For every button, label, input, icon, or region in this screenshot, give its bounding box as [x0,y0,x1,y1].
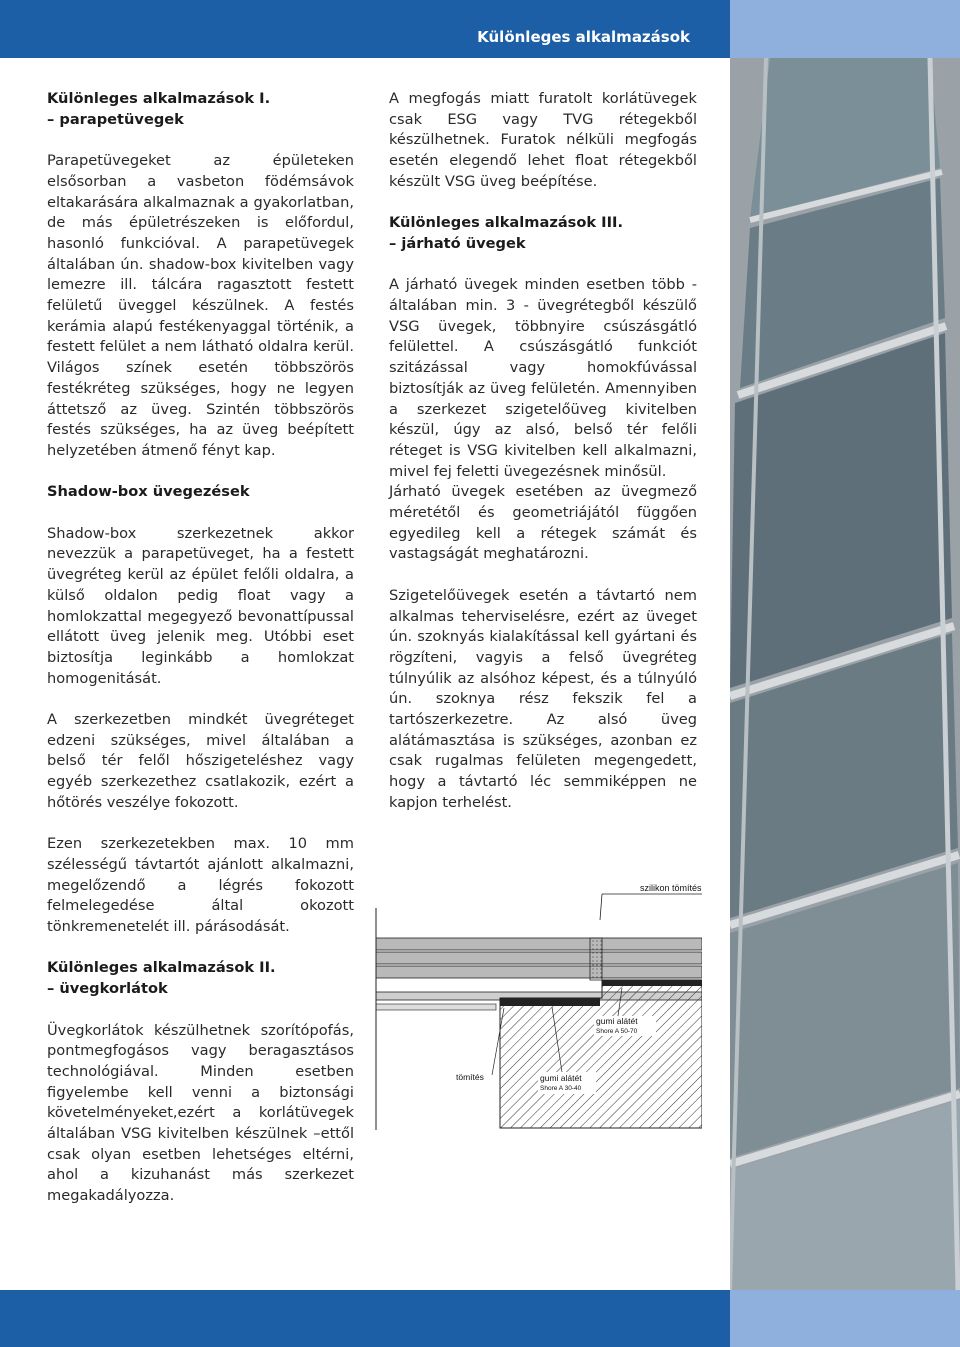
label-seal: tömítés [456,1072,484,1082]
section-2-paragraph-1: Shadow-box szerkezetnek akkor nevezzük a parapetüveget, ha a festett üvegréteg kerül az épület felőli oldalra, a külső oldalon pedig float vagy a homlokzattal megegyező bevonattípussal ellátott üveg jelenik meg. Utóbbi eset biztosítja leginkább a homlokzat homogenitását. [47,524,354,687]
glass-layer-bottom [376,966,702,978]
section-3-subtitle: – üvegkorlátok [47,980,168,998]
footer-accent-block [730,1290,960,1347]
label-rubber-pad-top: gumi alátét [596,1016,638,1026]
section-2-paragraph-3: Ezen szerkezetekben max. 10 mm szélességű távtartót ajánlott alkalmazni, megelőzendő a légrés fokozott felmelegedése által okozott tönkremenetelét ill. párásodását. [47,835,354,936]
right-paragraph-1: A megfogás miatt furatolt korlátüvegek csak ESG vagy TVG rétegekből készülhetnek. Furatok nélküli megfogás esetén elegendő lehet float rétegekből készült VSG üveg beépítése. [389,90,697,190]
section-1-subtitle: – parapetüvegek [47,110,184,128]
page-header-title: Különleges alkalmazások [477,28,690,46]
right-paragraph-3: Járható üvegek esetében az üvegmező méretétől és geometriájától függően egyedileg kell a rétegek számát és vastagságát meghatározni. [389,483,697,563]
rubber-pad-top [602,980,702,986]
section-2-paragraph-2: A szerkezetben mindkét üvegréteget edzeni szükséges, mivel általában a belső tér felől hőszigeteléshez vagy egyéb szerkezethez csatlakozik, ezért a hőtörés veszélye fokozott. [47,711,354,811]
glass-floor-detail-diagram [372,880,702,1130]
right-paragraph-2: A járható üvegek minden esetben több - általában min. 3 - üvegrétegből készülő VSG üvegek, többnyire csúszásgátló felülettel. A csúszásgátló funkciót szitázással vagy homokfúvással biztosítják az üveg felületén. Amennyiben a szerkezet szigetelőüveg kivitelben készül, úgy az alsó, belső tér felőli réteget is VSG kivitelben kell alkalmazni, mivel fej feletti üvegezésnek minősül. [389,276,697,480]
spacer-bar [376,1004,496,1010]
label-silicone-seal: szilikon tömítés [640,883,702,893]
left-column [47,89,354,1228]
label-rubber-pad-bottom: gumi alátét [540,1073,582,1083]
label-rubber-pad-top-shore: Shore A 50-70 [596,1028,638,1035]
right-paragraph-4: Szigetelőüvegek esetén a távtartó nem alkalmas teherviselésre, ezért az üveget ún. szoknyás kialakítással kell gyártani és rögzíteni, vagyis a felső üvegréteg túlnyúlik az alsóhoz képest, és a túlnyúló ún. szoknya rész fekszik fel a tartószerkezetre. Az alsó üveg alátámasztása is szükséges, azonban ez csak rugalmas felületen megengedett, hogy a távtartó léc semmiképpen ne kapjon terhelést. [389,586,697,811]
right-column [389,89,697,834]
label-rubber-pad-bottom-shore: Shore A 30-40 [540,1085,582,1092]
glass-facade-photo [730,58,960,1290]
section-4-title: Különleges alkalmazások III. [389,214,624,232]
footer-bar [0,1290,730,1347]
glass-layer-middle [376,952,702,964]
glass-layer-top [376,938,702,950]
section-1-paragraph: Parapetüvegeket az épületeken elsősorban a vasbeton födémsávok eltakarására alkalmaznak a gyakorlatban, de más épületrészeken is előfordul, hasonló funkcióval. A parapetüvegek általában ún. shadow-box kivitelben vagy lemezre ill. tálcára ragasztott festett felületű üveggel készülnek. A festés kerámia alapú festékenyaggal történik, a festett felület a nem látható oldalra kerül. Világos színek esetén többszörös festékréteg szükséges, hogy ne legyen áttetsző az üveg. Szintén többszörös festés szükséges, ha az üveg beépített helyzetében átmenő fényt kap. [47,152,354,459]
leader-line [600,894,602,920]
rubber-pad-bottom [500,998,600,1006]
section-4-subtitle: – járható üvegek [389,234,526,252]
section-1-title: Különleges alkalmazások I. [47,90,271,107]
section-3-paragraph: Üvegkorlátok készülhetnek szorítópofás, pontmegfogásos vagy beragasztásos technológiával. Minden esetben figyelembe kell venni a biztonsági követelményeket,ezért a korlátüvegek általában VSG kivitelben készülnek –ettől csak olyan esetben lehetséges eltérni, ahol a kizuhanást más szerkezet megakadályozza. [47,1021,354,1205]
section-3-title: Különleges alkalmazások II. [47,959,276,977]
section-2-title: Shadow-box üvegezések [47,483,250,501]
silicone-joint [590,938,602,980]
header-accent-block [730,0,960,58]
